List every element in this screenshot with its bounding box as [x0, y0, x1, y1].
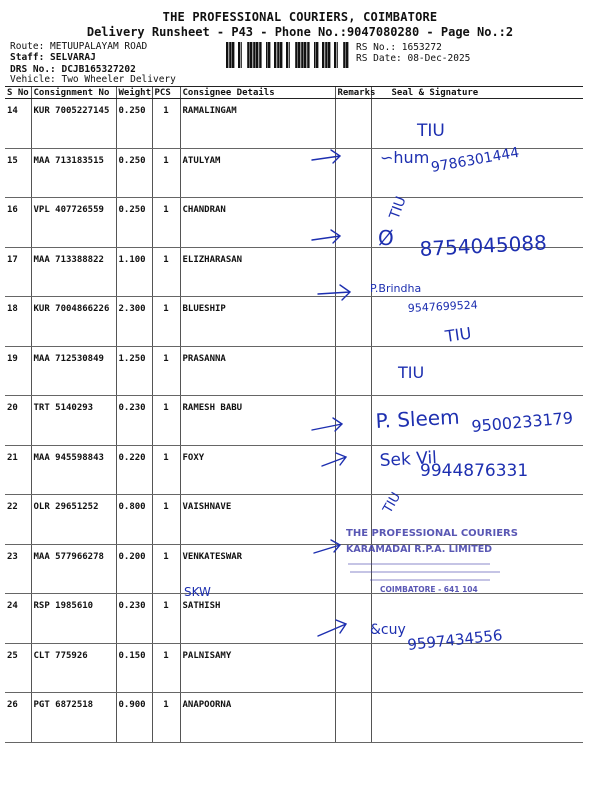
- handwriting-r22-phone: 9944876331: [420, 461, 529, 481]
- handwriting-r26-phone: 9597434556: [406, 626, 504, 654]
- table-row: [5, 297, 583, 347]
- col-weight: Weight: [116, 87, 152, 99]
- cell-seal: [371, 198, 583, 248]
- cell-weight: 0.800: [116, 495, 152, 545]
- cell-remarks: [335, 297, 371, 347]
- col-consignee: Consignee Details: [180, 87, 335, 99]
- handwriting-r15: ∽hum: [380, 148, 430, 167]
- cell-weight: 0.250: [116, 148, 152, 198]
- cell-consignee: RAMALINGAM: [180, 99, 335, 149]
- cell-weight: 0.200: [116, 544, 152, 594]
- rs-date: RS Date: 08-Dec-2025: [356, 53, 471, 64]
- col-sno: S No: [5, 87, 31, 99]
- cell-consignment: MAA 712530849: [31, 346, 116, 396]
- cell-weight: 0.220: [116, 445, 152, 495]
- cell-weight: 0.150: [116, 643, 152, 693]
- cell-seal: [371, 445, 583, 495]
- cell-weight: 0.250: [116, 99, 152, 149]
- cell-consignee: ELIZHARASAN: [180, 247, 335, 297]
- handwriting-r26-sign: &cuy: [370, 622, 406, 638]
- handwriting-r22-sign: Sek Vil: [379, 448, 438, 471]
- handwriting-r18-phone: 9547699524: [407, 298, 479, 315]
- table-row: [5, 198, 583, 248]
- table-header-row: [5, 87, 583, 99]
- cell-pcs: 1: [152, 297, 180, 347]
- cell-consignee: BLUESHIP: [180, 297, 335, 347]
- col-seal: Seal & Signature: [371, 87, 583, 99]
- handwriting-r25: SKW: [184, 585, 211, 599]
- cell-consignment: MAA 577966278: [31, 544, 116, 594]
- cell-remarks: [335, 643, 371, 693]
- table-row: [5, 643, 583, 693]
- cell-remarks: [335, 198, 371, 248]
- cell-sno: 16: [5, 198, 31, 248]
- cell-weight: 0.230: [116, 594, 152, 644]
- cell-weight: 1.250: [116, 346, 152, 396]
- cell-consignee: VAISHNAVE: [180, 495, 335, 545]
- table-row: [5, 148, 583, 198]
- cell-consignee: FOXY: [180, 445, 335, 495]
- cell-consignment: KUR 7004866226: [31, 297, 116, 347]
- cell-consignee: RAMESH BABU: [180, 396, 335, 446]
- cell-consignee: PALNISAMY: [180, 643, 335, 693]
- cell-seal: [371, 148, 583, 198]
- handwriting-r15-phone: 9786301444: [429, 144, 521, 176]
- table-row: [5, 693, 583, 743]
- staff-label: Staff: SELVARAJ: [10, 52, 96, 63]
- cell-weight: 2.300: [116, 297, 152, 347]
- cell-sno: 15: [5, 148, 31, 198]
- cell-sno: 26: [5, 693, 31, 743]
- runsheet-table: [5, 86, 583, 743]
- cell-seal: [371, 99, 583, 149]
- barcode: [226, 42, 350, 68]
- col-remarks: Remarks: [335, 87, 371, 99]
- cell-weight: 0.230: [116, 396, 152, 446]
- cell-sno: 17: [5, 247, 31, 297]
- cell-remarks: [335, 148, 371, 198]
- handwriting-r17-phone: 8754045088: [419, 230, 548, 261]
- company-title: THE PROFESSIONAL COURIERS, COIMBATORE: [162, 10, 438, 24]
- cell-pcs: 1: [152, 495, 180, 545]
- cell-pcs: 1: [152, 198, 180, 248]
- stamp-line2: KARAMADAI R.P.A. LIMITED: [346, 544, 493, 555]
- cell-remarks: [335, 445, 371, 495]
- cell-weight: 1.100: [116, 247, 152, 297]
- cell-weight: 0.250: [116, 198, 152, 248]
- cell-sno: 19: [5, 346, 31, 396]
- cell-consignee: VENKATESWAR: [180, 544, 335, 594]
- cell-consignment: MAA 713183515: [31, 148, 116, 198]
- rs-number: RS No.: 1653272: [356, 42, 442, 53]
- cell-consignment: KUR 7005227145: [31, 99, 116, 149]
- handwriting-r20: TIU: [398, 363, 425, 382]
- cell-remarks: [335, 693, 371, 743]
- cell-consignee: CHANDRAN: [180, 198, 335, 248]
- cell-consignee: PRASANNA: [180, 346, 335, 396]
- cell-remarks: [335, 396, 371, 446]
- cell-consignee: ANAPOORNA: [180, 693, 335, 743]
- stamp-line1: THE PROFESSIONAL COURIERS: [346, 528, 518, 539]
- cell-seal: [371, 346, 583, 396]
- cell-consignment: OLR 29651252: [31, 495, 116, 545]
- cell-pcs: 1: [152, 346, 180, 396]
- handwriting-r17-mark: Ø: [378, 226, 394, 250]
- cell-pcs: 1: [152, 544, 180, 594]
- handwriting-r21-sign: P. Sleem: [375, 404, 461, 433]
- vehicle-label: Vehicle: Two Wheeler Delivery: [10, 74, 176, 85]
- stamp-line3: COIMBATORE - 641 104: [380, 585, 478, 594]
- cell-pcs: 1: [152, 247, 180, 297]
- cell-sno: 14: [5, 99, 31, 149]
- col-consignment: Consignment No: [31, 87, 116, 99]
- cell-consignment: PGT 6872518: [31, 693, 116, 743]
- route-label: Route: METUUPALAYAM ROAD: [10, 41, 148, 52]
- cell-remarks: [335, 99, 371, 149]
- handwriting-r14: TIU: [417, 121, 445, 141]
- handwriting-r23: TIU: [380, 490, 405, 516]
- cell-consignment: TRT 5140293: [31, 396, 116, 446]
- cell-consignment: RSP 1985610: [31, 594, 116, 644]
- cell-sno: 25: [5, 643, 31, 693]
- handwriting-r19: TIU: [443, 323, 473, 346]
- handwriting-r16: TIU: [386, 194, 410, 222]
- table-row: [5, 445, 583, 495]
- cell-consignment: MAA 945598843: [31, 445, 116, 495]
- table-row: [5, 396, 583, 446]
- table-row: [5, 346, 583, 396]
- table-row: [5, 247, 583, 297]
- cell-seal: [371, 247, 583, 297]
- handwriting-r18-name: P.Brindha: [370, 282, 422, 295]
- cell-sno: 20: [5, 396, 31, 446]
- cell-consignee: ATULYAM: [180, 148, 335, 198]
- cell-sno: 21: [5, 445, 31, 495]
- cell-sno: 22: [5, 495, 31, 545]
- runsheet-title: Delivery Runsheet - P43 - Phone No.:9047080280 - Page No.:2: [86, 25, 514, 39]
- cell-remarks: [335, 346, 371, 396]
- cell-consignment: CLT 775926: [31, 643, 116, 693]
- cell-pcs: 1: [152, 99, 180, 149]
- cell-sno: 18: [5, 297, 31, 347]
- cell-consignment: MAA 713388822: [31, 247, 116, 297]
- cell-pcs: 1: [152, 396, 180, 446]
- cell-consignment: VPL 407726559: [31, 198, 116, 248]
- cell-sno: 23: [5, 544, 31, 594]
- cell-consignee: SATHISH: [180, 594, 335, 644]
- cell-weight: 0.900: [116, 693, 152, 743]
- cell-pcs: 1: [152, 594, 180, 644]
- drs-label: DRS No.: DCJB165327202: [10, 64, 136, 75]
- col-pcs: PCS: [152, 87, 180, 99]
- cell-seal: [371, 693, 583, 743]
- cell-seal: [371, 643, 583, 693]
- cell-remarks: [335, 247, 371, 297]
- cell-sno: 24: [5, 594, 31, 644]
- cell-seal: [371, 396, 583, 446]
- handwriting-r21-phone: 9500233179: [470, 408, 574, 436]
- cell-seal: [371, 297, 583, 347]
- table-row: [5, 99, 583, 149]
- cell-pcs: 1: [152, 643, 180, 693]
- cell-pcs: 1: [152, 693, 180, 743]
- cell-pcs: 1: [152, 445, 180, 495]
- rubber-stamp: [340, 520, 540, 604]
- cell-pcs: 1: [152, 148, 180, 198]
